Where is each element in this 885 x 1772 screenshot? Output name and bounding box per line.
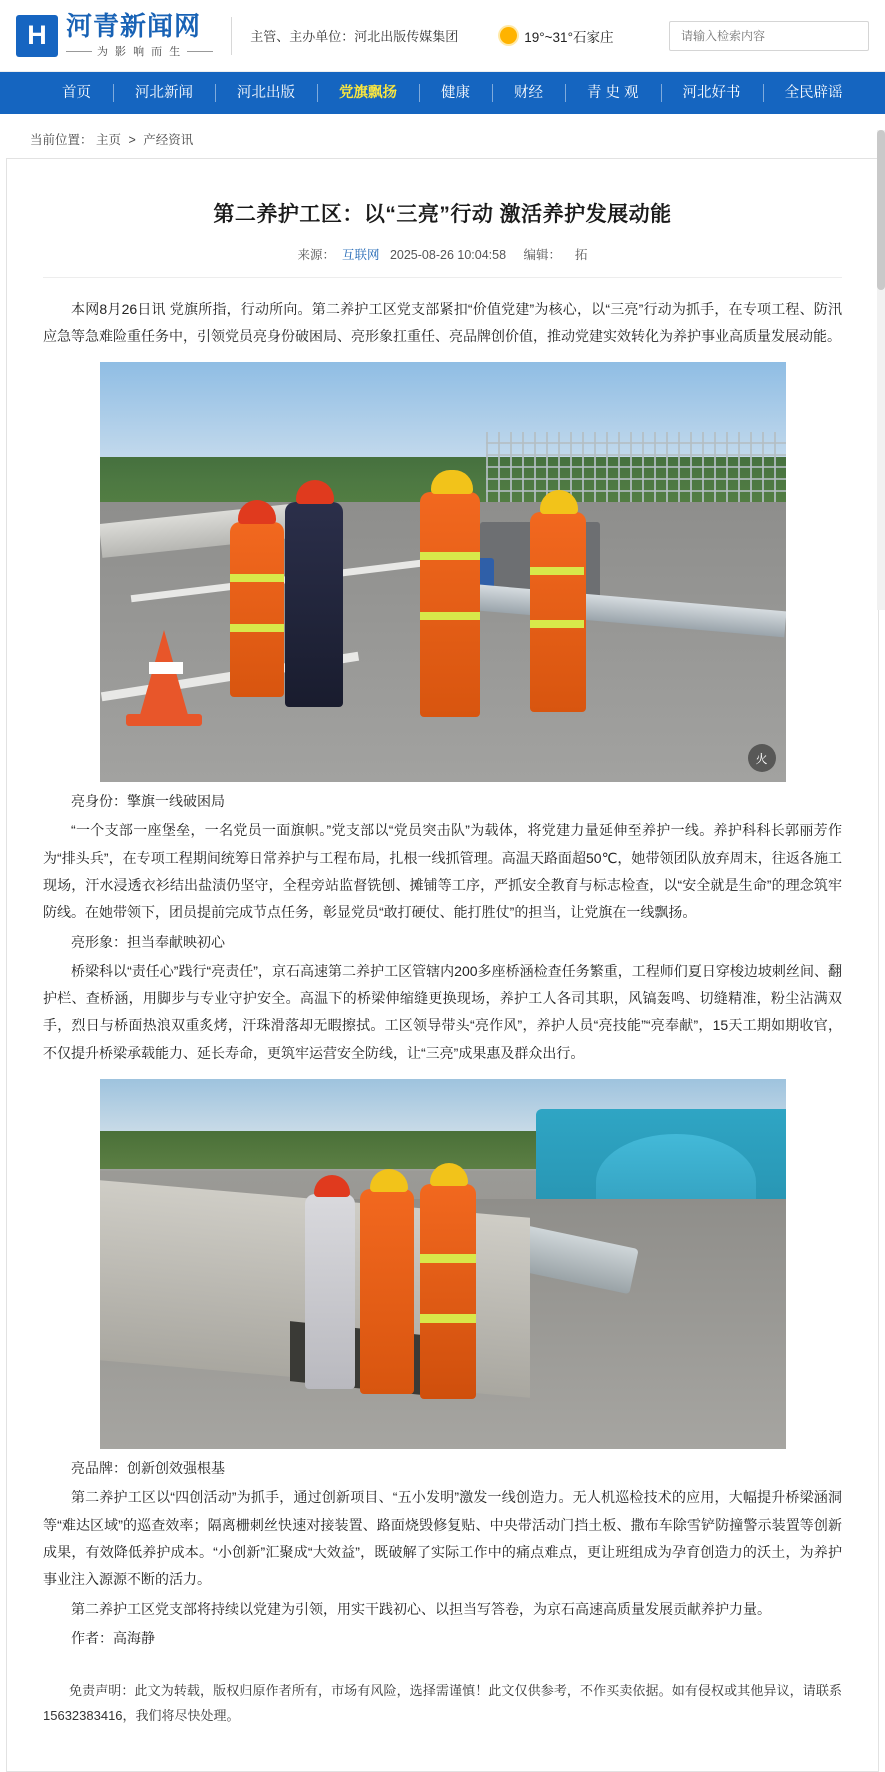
editor-label: 编辑： xyxy=(523,247,562,262)
article-photo-1 xyxy=(100,362,786,782)
editor-name: 拓 xyxy=(575,247,588,262)
scrollbar-thumb[interactable] xyxy=(877,130,885,290)
weather-text: 19°~31°石家庄 xyxy=(524,29,614,45)
header-divider xyxy=(231,17,232,55)
search-box[interactable] xyxy=(669,21,869,51)
source-label: 来源： xyxy=(297,247,335,262)
nav-item-finance[interactable]: 财经 xyxy=(492,72,565,114)
weather-widget xyxy=(500,26,613,46)
paragraph-4: 第二养护工区以“四创活动”为抓手，通过创新项目、“五小发明”激发一线创造力。无人机巡检技术的应用，大幅提升桥梁涵洞等“难达区域”的巡查效率；隔离栅刺丝快速对接装置、路面烧毁修复贴、中央带活动门挡土板、撒布车除雪铲防撞警示装置等创新成果，有效降低养护成本。“小创新”汇聚成“大效益”，既破解了实际工作中的痛点难点，更让班组成为孕育创造力的沃土，为养护事业注入源源不断的活力。 xyxy=(43,1489,842,1588)
breadcrumb-prefix: 当前位置： xyxy=(30,133,93,147)
figure-2 xyxy=(43,1079,842,1449)
logo-name: 河青新闻网 xyxy=(66,10,202,41)
disclaimer-text: 免责声明：此文为转载，版权归原作者所有，市场有风险，选择需谨慎！此文仅供参考，不作买卖依据。如有侵权或其他异议，请联系15632383416，我们将尽快处理。 xyxy=(43,1683,842,1724)
article-photo-2 xyxy=(100,1079,786,1449)
nav-item-hebei-books[interactable]: 河北好书 xyxy=(661,72,763,114)
breadcrumb-current[interactable]: 产经资讯 xyxy=(143,133,194,147)
site-logo[interactable] xyxy=(16,12,213,60)
nav-item-history-view[interactable]: 青 史 观 xyxy=(565,72,661,114)
scrollbar-track[interactable] xyxy=(877,130,885,610)
paragraph-5: 第二养护工区党支部将持续以党建为引领，用实干践初心、以担当写答卷，为京石高速高质量发展贡献养护力量。 xyxy=(71,1600,771,1617)
search-input[interactable] xyxy=(679,28,859,44)
article-author: 作者：高海静 xyxy=(71,1629,155,1646)
caption-1: 亮身份：擎旗一线破困局 xyxy=(71,793,225,810)
breadcrumb-sep: > xyxy=(128,133,136,147)
caption-2: 亮形象：担当奉献映初心 xyxy=(71,933,225,950)
article-body xyxy=(43,278,842,1729)
main-nav xyxy=(0,72,885,114)
nav-item-health[interactable]: 健康 xyxy=(419,72,492,114)
page-title: 第二养护工区：以“三亮”行动 激活养护发展动能 xyxy=(213,203,672,226)
paragraph-2: “一个支部一座堡垒，一名党员一面旗帜。”党支部以“党员突击队”为载体，将党建力量延伸至养护一线。养护科科长郭丽芳作为“排头兵”，在专项工程期间统筹日常养护与工程布局，扎根一线抓管理。高温天路面超50℃，她带领团队放弃周末，往返各施工现场，汗水浸透衣衫结出盐渍仍坚守，全程旁站监督铣刨、摊铺等工序，严抓安全教育与标志检查，以“安全就是生命”的理念筑牢防线。在她带领下，团员提前完成节点任务，彰显党员“敢打硬仗、能打胜仗”的担当，让党旗在一线飘扬。 xyxy=(43,822,842,921)
sun-icon xyxy=(500,27,517,44)
logo-slogan: 为 影 响 而 生 xyxy=(97,46,183,59)
figure-1 xyxy=(43,362,842,782)
article-card xyxy=(6,158,879,1772)
breadcrumb xyxy=(0,114,885,158)
disclaimer-block xyxy=(43,1678,842,1729)
nav-item-rumor-refute[interactable]: 全民辟谣 xyxy=(763,72,865,114)
sponsor-text: 主管、主办单位：河北出版传媒集团 xyxy=(250,29,459,44)
nav-item-home[interactable]: 首页 xyxy=(62,85,91,101)
photo-badge-icon: 火 xyxy=(748,744,776,772)
source-link[interactable]: 互联网 xyxy=(341,247,380,262)
nav-item-party-flag[interactable]: 党旗飘扬 xyxy=(317,72,419,114)
paragraph-1: 本网8月26日讯 党旗所指，行动所向。第二养护工区党支部紧扣“价值党建”为核心，以“三亮”行动为抓手，在专项工程、防汛应急等急难险重任务中，引领党员亮身份破困局、亮形象扛重任、亮品牌创价值，推动党建实效转化为养护事业高质量发展动能。 xyxy=(43,300,842,344)
article-meta xyxy=(43,245,842,278)
caption-3: 亮品牌：创新创效强根基 xyxy=(71,1460,225,1477)
site-header xyxy=(0,0,885,72)
breadcrumb-home[interactable]: 主页 xyxy=(96,133,122,147)
publish-date: 2025-08-26 10:04:58 xyxy=(389,247,507,262)
nav-item-hebei-news[interactable]: 河北新闻 xyxy=(113,72,215,114)
logo-slogan-wrap xyxy=(66,43,213,59)
logo-slogan-rule-right xyxy=(187,51,213,52)
paragraph-3: 桥梁科以“责任心”践行“亮责任”，京石高速第二养护工区管辖内200多座桥涵检查任务繁重，工程师们夏日穿梭边坡刺丝间、翻护栏、查桥涵，用脚步与专业守护安全。高温下的桥梁伸缩缝更换现场，养护工人各司其职，风镐轰鸣、切缝精准，粉尘沾满双手，烈日与桥面热浪双重炙烤，汗珠滑落却无暇擦拭。工区领导带头“亮作风”，养护人员“亮技能”“亮奉献”，15天工期如期收官，不仅提升桥梁承载能力、延长寿命，更筑牢运营安全防线，让“三亮”成果惠及群众出行。 xyxy=(43,962,842,1061)
logo-mark-icon: H xyxy=(16,15,58,57)
nav-item-hebei-publishing[interactable]: 河北出版 xyxy=(215,72,317,114)
logo-slogan-rule-left xyxy=(66,51,92,52)
